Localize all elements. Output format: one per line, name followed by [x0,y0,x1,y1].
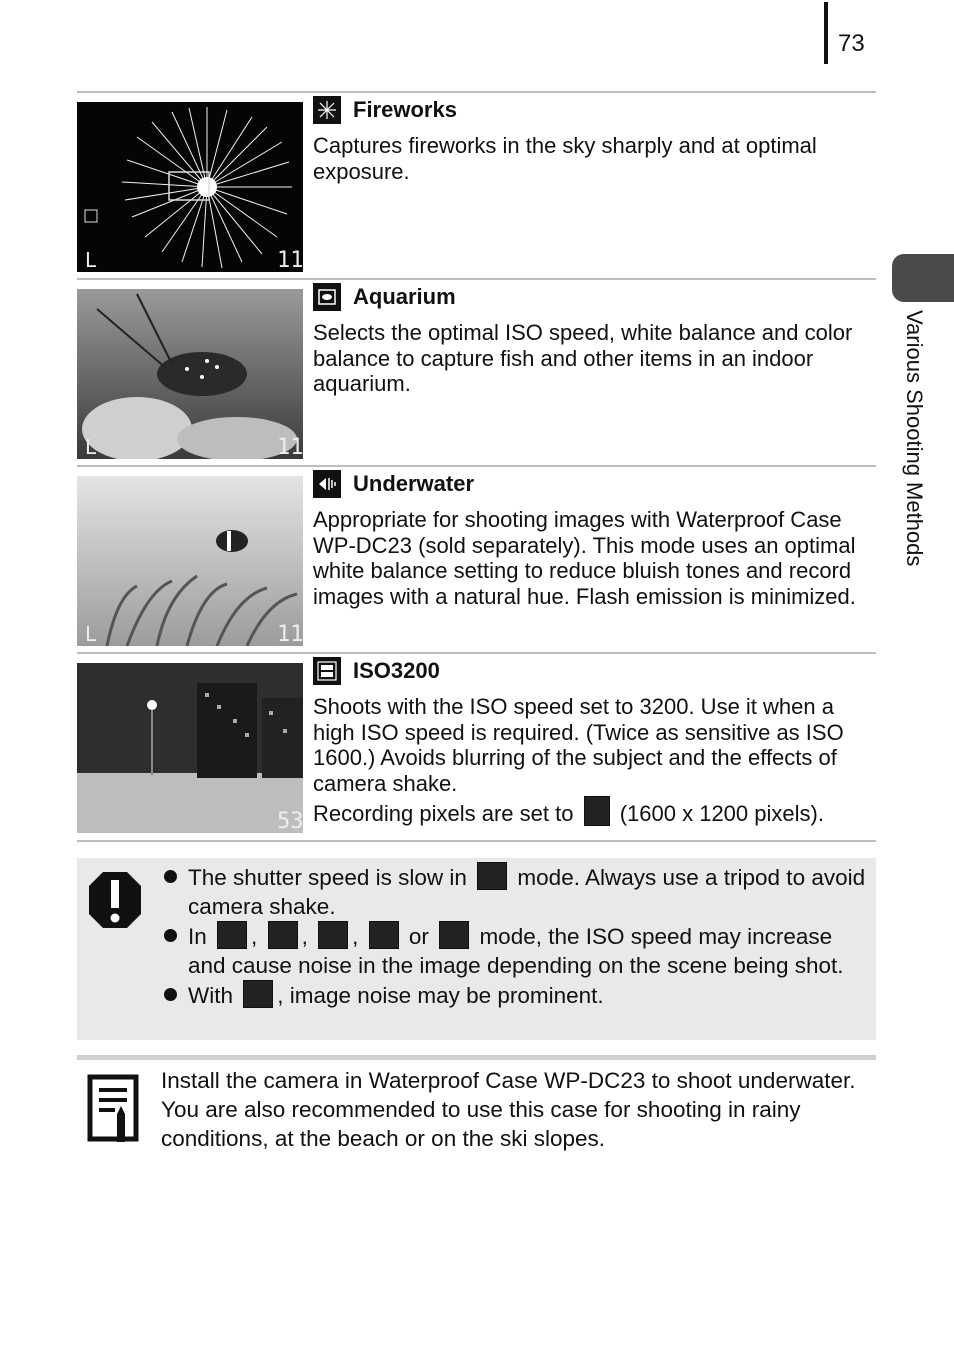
iso3200-icon [243,980,273,1008]
mode-iso3200 [77,652,876,842]
night-scene-icon [217,921,247,949]
caution-item: The shutter speed is slow in mode. Always use a tripod to avoid camera shake. [162,862,872,921]
caution-box [77,858,876,1040]
mode-underwater [77,465,876,653]
mode-title: Aquarium [353,284,456,309]
fireworks-icon [477,862,507,890]
mode-description: Captures fireworks in the sky sharply and at optimal exposure. [313,133,817,184]
aquarium-icon [369,921,399,949]
section-tab-label: Various Shooting Methods [902,310,927,567]
fireworks-photo [77,102,303,272]
kids-pets-icon [318,921,348,949]
svg-text:L: L [85,248,97,272]
caution-list [162,862,872,1010]
recording-pixels-label: Recording pixels are set to [313,801,574,826]
fireworks-icon [313,96,341,124]
recording-pixels-value: (1600 x 1200 pixels). [619,801,824,826]
iso3200-photo [77,663,303,833]
osd-shot-count: 11 [277,435,303,459]
svg-text:L: L [85,435,97,459]
aquarium-icon [313,283,341,311]
mode-description [313,694,876,827]
mode-description: Appropriate for shooting images with Waterproof Case WP-DC23 (sold separately). This mode uses an optimal white balance setting to reduce bluish tones and record images with a natural hue. Flash emission is minimized. [313,507,856,609]
section-tab [892,254,954,302]
underwater-icon [439,921,469,949]
memo-box [77,1055,876,1151]
mode-title: ISO3200 [353,658,440,683]
svg-text:L: L [85,622,97,646]
mode-description-text: Shoots with the ISO speed set to 3200. Use it when a high ISO speed is required. (Twice as sensitive as ISO 1600.) Avoids blurring of the subject and the effects of camera shake. [313,694,844,796]
caution-item: In , , , or mode, the ISO speed may increase and cause noise in the image depending on the scene being shot. [162,921,872,980]
osd-shot-count: 53 [277,809,303,833]
underwater-icon [313,470,341,498]
indoor-icon [268,921,298,949]
underwater-photo [77,476,303,646]
mode-aquarium [77,278,876,466]
mode-title: Fireworks [353,97,457,122]
mode-fireworks [77,91,876,279]
osd-shot-count: 11 [277,248,303,272]
page-number-bar [824,2,828,64]
page-number: 73 [838,30,865,57]
memo-text: Install the camera in Waterproof Case WP-DC23 to shoot underwater. You are also recommended to use this case for shooting in rainy conditions, at the beach or on the ski slopes. [161,1068,856,1151]
mode-description: Selects the optimal ISO speed, white balance and color balance to capture fish and other items in an indoor aquarium. [313,320,853,396]
iso3200-icon [313,657,341,685]
m3-resolution-icon [584,796,610,826]
caution-item: With , image noise may be prominent. [162,980,872,1010]
caution-icon [87,870,143,930]
memo-icon [87,1074,141,1146]
aquarium-photo [77,289,303,459]
mode-title: Underwater [353,471,475,496]
osd-shot-count: 11 [277,622,303,646]
